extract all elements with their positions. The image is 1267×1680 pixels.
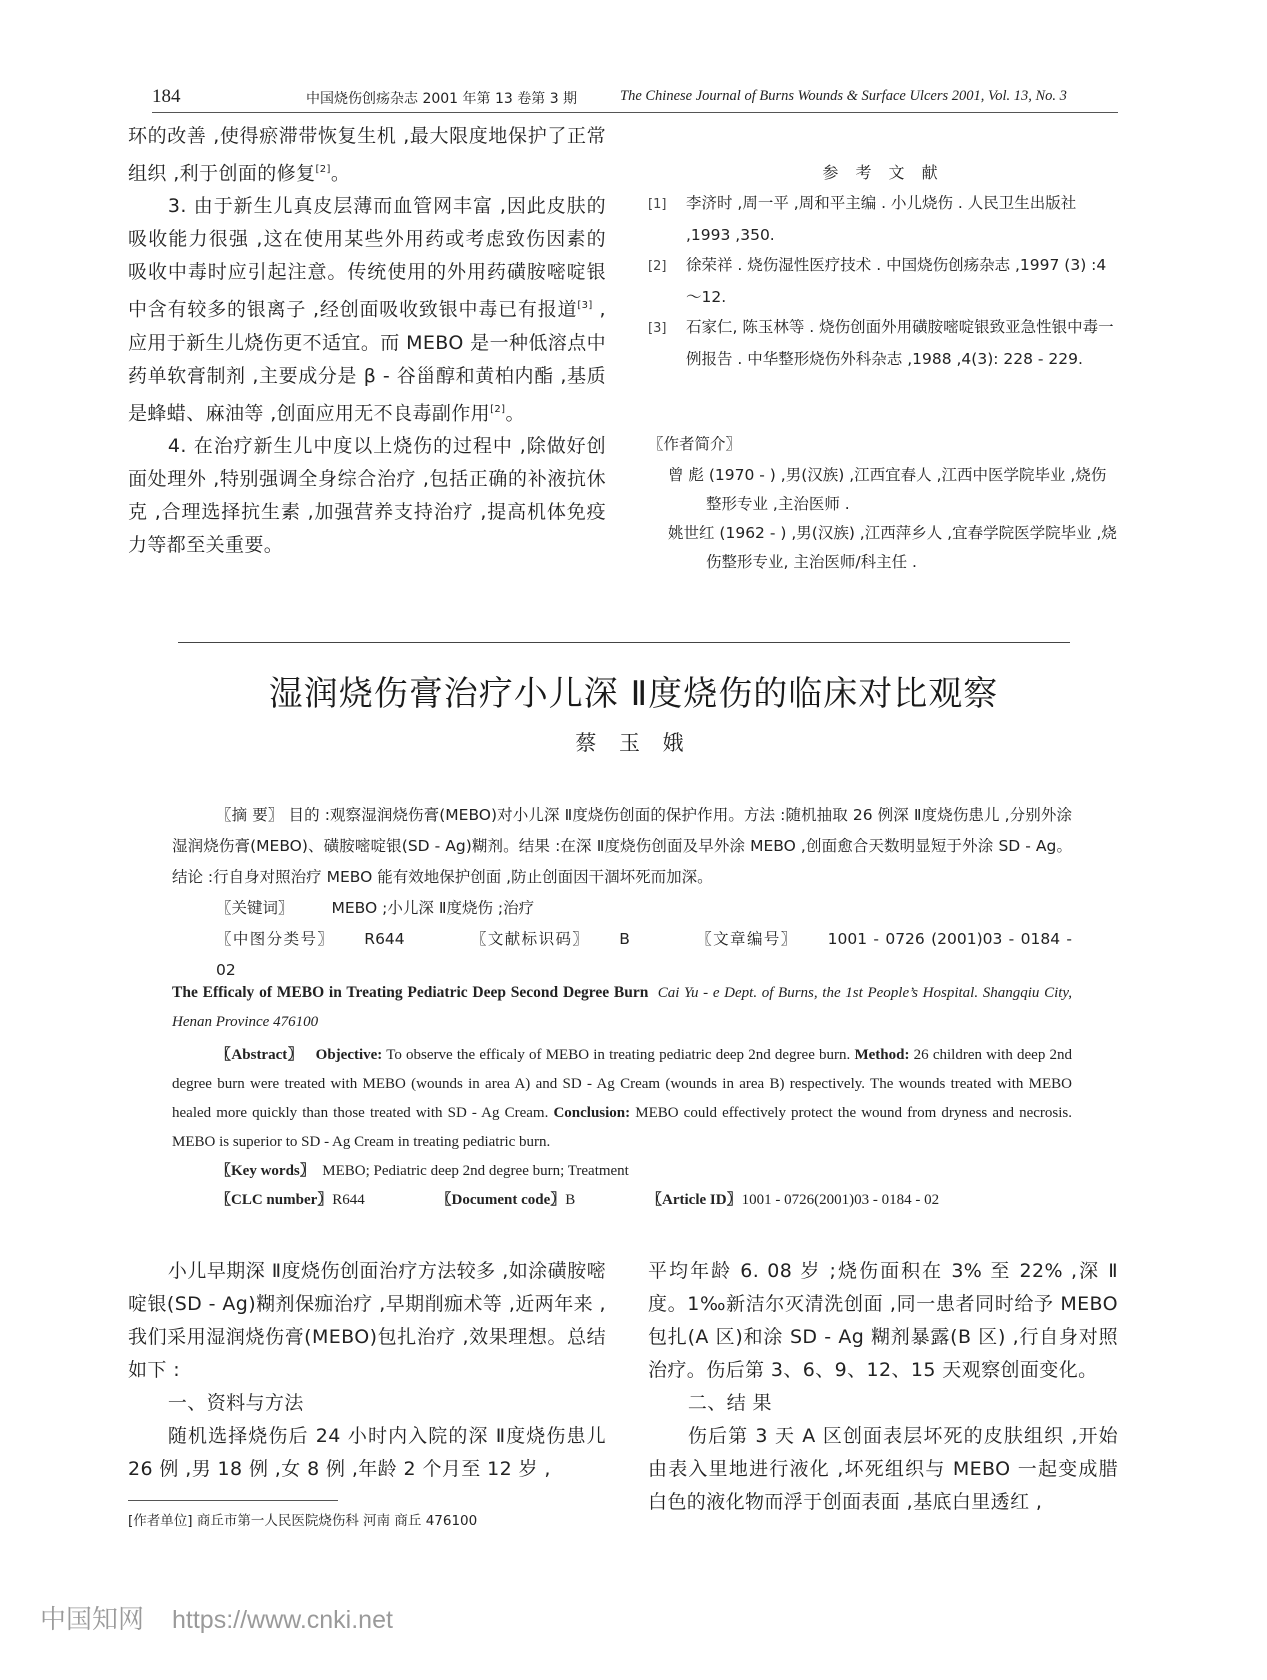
section-heading-methods: 一、资料与方法	[167, 1392, 304, 1414]
keywords-cn: 〖关键词〗 MEBO ;小儿深 Ⅱ度烧伤 ;治疗	[216, 899, 535, 917]
author-intro-item: 姚世红 (1962 - ) ,男(汉族) ,江西萍乡人 ,宜春学院医学院毕业 ,烧伤整形专业, 主治医师/科主任 .	[668, 524, 1117, 571]
abstract-en-text: 〖Abstract〗 Objective: To observe the efficaly of MEBO in treating pediatric deep 2nd degree burn. Method: 26 children with deep 2nd degree burn were treated with MEBO (wounds in area A) and SD - Ag Cream (wounds in area B) respectively. The wounds treated with MEBO healed more quickly than those treated with SD - Ag Cream. Conclusion: MEBO could effectively protect the wound from dryness and necrosis. MEBO is superior to SD - Ag Cream in treating pediatric burn.	[172, 1047, 1073, 1150]
author-intro-title: 〖作者简介〗	[648, 435, 742, 453]
article-title: 湿润烧伤膏治疗小儿深 Ⅱ度烧伤的临床对比观察	[268, 674, 999, 714]
abstract-cn-text: 〖摘 要〗 目的 :观察湿润烧伤膏(MEBO)对小儿深 Ⅱ度烧伤创面的保护作用。方法 :随机抽取 26 例深 Ⅱ度烧伤患儿 ,分别外涂湿润烧伤膏(MEBO)、磺胺嘧啶银(SD - Ag)糊剂。结果 :在深 Ⅱ度烧伤创面及早外涂 MEBO ,创面愈合天数明显短于外涂 SD - Ag。结论 :行自身对照治疗 MEBO 能有效地保护创面 ,防止创面因干涸坏死而加深。	[172, 806, 1072, 886]
prev-paragraph-3: 4. 在治疗新生儿中度以上烧伤的过程中 ,除做好创面处理外 ,特别强调全身综合治疗 ,包括正确的补液抗休克 ,合理选择抗生素 ,加强营养支持治疗 ,提高机体免疫力等都至关重要。	[128, 434, 606, 556]
body-paragraph: 伤后第 3 天 A 区创面表层坏死的皮肤组织 ,开始由表入里地进行液化 ,坏死组织与 MEBO 一起变成腊白色的液化物而浮于创面表面 ,基底白里透红 ,	[648, 1425, 1118, 1513]
prev-article-left-column	[128, 120, 606, 562]
reference-item: [1] 李济时 ,周一平 ,周和平主编 . 小儿烧伤 . 人民卫生出版社 ,1993 ,350.	[648, 194, 1077, 244]
body-right-column	[648, 1255, 1118, 1519]
body-paragraph: 随机选择烧伤后 24 小时内入院的深 Ⅱ度烧伤患儿 26 例 ,男 18 例 ,女 8 例 ,年龄 2 个月至 12 岁 ,	[128, 1425, 606, 1480]
footnote-rule	[128, 1500, 338, 1501]
prev-paragraph-2: 3. 由于新生儿真皮层薄而血管网丰富 ,因此皮肤的吸收能力很强 ,这在使用某些外用药或考虑致伤因素的吸收中毒时应引起注意。传统使用的外用药磺胺嘧啶银中含有较多的银离子 ,经创面吸收致银中毒已有报道[3] ,应用于新生儿烧伤更不适宜。而 MEBO 是一种低溶点中药单软膏制剂 ,主要成分是 β - 谷甾醇和黄柏内酯 ,基质是蜂蜡、麻油等 ,创面应用无不良毒副作用[2]。	[128, 195, 606, 424]
classification-cn: 〖中图分类号〗 R644 〖文献标识码〗 B 〖文章编号〗 1001 - 0726 (2001)03 - 0184 - 02	[216, 930, 1072, 979]
classification-en: 〖CLC number〗R644 〖Document code〗B 〖Article ID〗1001 - 0726(2001)03 - 0184 - 02	[216, 1192, 940, 1208]
page-number: 184	[152, 86, 181, 107]
footnote-affiliation: [作者单位] 商丘市第一人民医院烧伤科 河南 商丘 476100	[128, 1513, 478, 1529]
abstract-en	[172, 978, 1072, 1215]
cnki-watermark	[40, 1599, 393, 1636]
watermark-url: https://www.cnki.net	[172, 1606, 393, 1634]
author-intro-item: 曾 彪 (1970 - ) ,男(汉族) ,江西宜春人 ,江西中医学院毕业 ,烧伤整形专业 ,主治医师 .	[668, 466, 1107, 513]
references-list	[648, 188, 1118, 374]
body-left-column	[128, 1255, 606, 1486]
reference-item: [3] 石家仁, 陈玉林等 . 烧伤创面外用磺胺嘧啶银致亚急性银中毒一例报告 . 中华整形烧伤外科杂志 ,1988 ,4(3): 228 - 229.	[648, 318, 1114, 368]
journal-name-en: The Chinese Journal of Burns Wounds & Surface Ulcers 2001, Vol. 13, No. 3	[620, 88, 1067, 104]
author-intro	[648, 430, 1118, 577]
keywords-en: 〖Key words〗 MEBO; Pediatric deep 2nd degree burn; Treatment	[216, 1163, 629, 1179]
body-paragraph: 平均年龄 6. 08 岁 ;烧伤面积在 3% 至 22% ,深 Ⅱ度。1‰新洁尔灭清洗创面 ,同一患者同时给予 MEBO 包扎(A 区)和涂 SD - Ag 糊剂暴露(B 区) ,行自身对照治疗。伤后第 3、6、9、12、15 天观察创面变化。	[648, 1260, 1118, 1381]
abstract-cn	[172, 800, 1072, 986]
article-separator	[178, 642, 1070, 643]
article-author: 蔡 玉 娥	[575, 731, 692, 755]
reference-item: [2] 徐荣祥 . 烧伤湿性医疗技术 . 中国烧伤创疡杂志 ,1997 (3) :4 ～12.	[648, 256, 1107, 306]
prev-paragraph-1: 环的改善 ,使得瘀滞带恢复生机 ,最大限度地保护了正常组织 ,利于创面的修复[2]。	[128, 125, 606, 185]
section-heading-results: 二、结 果	[687, 1392, 772, 1414]
header-rule	[152, 112, 1118, 113]
journal-name-cn: 中国烧伤创疡杂志 2001 年第 13 卷第 3 期	[306, 91, 578, 107]
en-title-line: The Efficaly of MEBO in Treating Pediatric Deep Second Degree Burn Cai Yu - e Dept. of Burns, the 1st People’s Hospital. Shangqiu City, Henan Province 476100	[172, 984, 1073, 1030]
body-paragraph: 小儿早期深 Ⅱ度烧伤创面治疗方法较多 ,如涂磺胺嘧啶银(SD - Ag)糊剂保痂治疗 ,早期削痂术等 ,近两年来 ,我们采用湿润烧伤膏(MEBO)包扎治疗 ,效果理想。总结如下 :	[128, 1260, 606, 1381]
watermark-brand: 中国知网	[40, 1605, 145, 1635]
references-title: 参 考 文 献	[822, 163, 944, 182]
